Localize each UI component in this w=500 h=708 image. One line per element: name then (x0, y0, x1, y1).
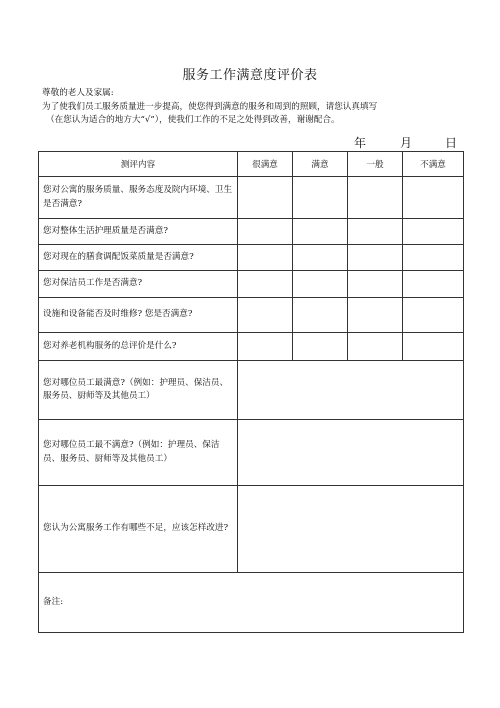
intro-line-1: 为了使我们员工服务质量进一步提高，使您得到满意的服务和周到的照顾，请您认真填写 (42, 101, 378, 112)
rating-cell-satisfied[interactable] (293, 298, 348, 333)
form-title: 服务工作满意度评价表 (182, 68, 318, 83)
date-day-label: 日 (445, 136, 458, 150)
table-row (39, 298, 464, 333)
question-improvement: 您认为公寓服务工作有哪些不足，应该怎样改进? (39, 486, 238, 573)
remark-label: 备注: (43, 596, 64, 607)
remark-field[interactable] (39, 573, 464, 633)
rating-cell-average[interactable] (348, 245, 403, 271)
table-row (39, 333, 464, 361)
rating-cell-very-satisfied[interactable] (238, 271, 293, 298)
table-row (39, 245, 464, 271)
table-row (39, 486, 464, 573)
table-row (39, 361, 464, 420)
rating-cell-unsatisfied[interactable] (403, 177, 464, 219)
question-meal-quality: 您对现在的膳食调配饭菜质量是否满意? (39, 245, 238, 271)
table-row (39, 420, 464, 486)
rating-cell-unsatisfied[interactable] (403, 271, 464, 298)
rating-cell-average[interactable] (348, 298, 403, 333)
rating-cell-satisfied[interactable] (293, 271, 348, 298)
table-header-row (39, 152, 464, 177)
rating-cell-average[interactable] (348, 219, 403, 245)
rating-cell-satisfied[interactable] (293, 333, 348, 361)
rating-cell-very-satisfied[interactable] (238, 298, 293, 333)
evaluation-table (38, 151, 464, 633)
rating-cell-average[interactable] (348, 271, 403, 298)
table-row (39, 219, 464, 245)
rating-cell-very-satisfied[interactable] (238, 219, 293, 245)
rating-cell-average[interactable] (348, 177, 403, 219)
rating-cell-satisfied[interactable] (293, 219, 348, 245)
header-very-satisfied: 很满意 (238, 152, 293, 177)
rating-cell-very-satisfied[interactable] (238, 333, 293, 361)
table-row (39, 177, 464, 219)
intro-text (42, 87, 472, 128)
rating-cell-unsatisfied[interactable] (403, 298, 464, 333)
question-best-staff: 您对哪位员工最满意?（例如：护理员、保洁员、服务员、厨师等及其他员工） (39, 361, 238, 420)
rating-cell-unsatisfied[interactable] (403, 245, 464, 271)
table-row (39, 271, 464, 298)
question-cleaner: 您对保洁员工作是否满意? (39, 271, 238, 298)
question-overall: 您对养老机构服务的总评价是什么? (39, 333, 238, 361)
question-service-quality: 您对公寓的服务质量、服务态度及院内环境、卫生是否满意? (39, 177, 238, 219)
question-maintenance: 设施和设备能否及时维修? 您是否满意? (39, 298, 238, 333)
header-unsatisfied: 不满意 (403, 152, 464, 177)
question-worst-staff: 您对哪位员工最不满意?（例如：护理员、保洁员、服务员、厨师等及其他员工） (39, 420, 238, 486)
remark-row (39, 573, 464, 633)
rating-cell-average[interactable] (348, 333, 403, 361)
rating-cell-unsatisfied[interactable] (403, 333, 464, 361)
date-month-label: 月 (400, 136, 413, 150)
answer-improvement[interactable] (238, 486, 464, 573)
header-content: 测评内容 (39, 152, 238, 177)
intro-line-2: （在您认为适合的地方大“√”），使我们工作的不足之处得到改善，谢谢配合。 (46, 115, 340, 125)
greeting: 尊敬的老人及家属: (42, 88, 114, 98)
rating-cell-very-satisfied[interactable] (238, 177, 293, 219)
header-satisfied: 满意 (293, 152, 348, 177)
answer-best-staff[interactable] (238, 361, 464, 420)
date-year-label: 年 (354, 136, 367, 150)
answer-worst-staff[interactable] (238, 420, 464, 486)
question-care-quality: 您对整体生活护理质量是否满意? (39, 219, 238, 245)
rating-cell-satisfied[interactable] (293, 245, 348, 271)
rating-cell-satisfied[interactable] (293, 177, 348, 219)
rating-cell-very-satisfied[interactable] (238, 245, 293, 271)
rating-cell-unsatisfied[interactable] (403, 219, 464, 245)
header-average: 一般 (348, 152, 403, 177)
